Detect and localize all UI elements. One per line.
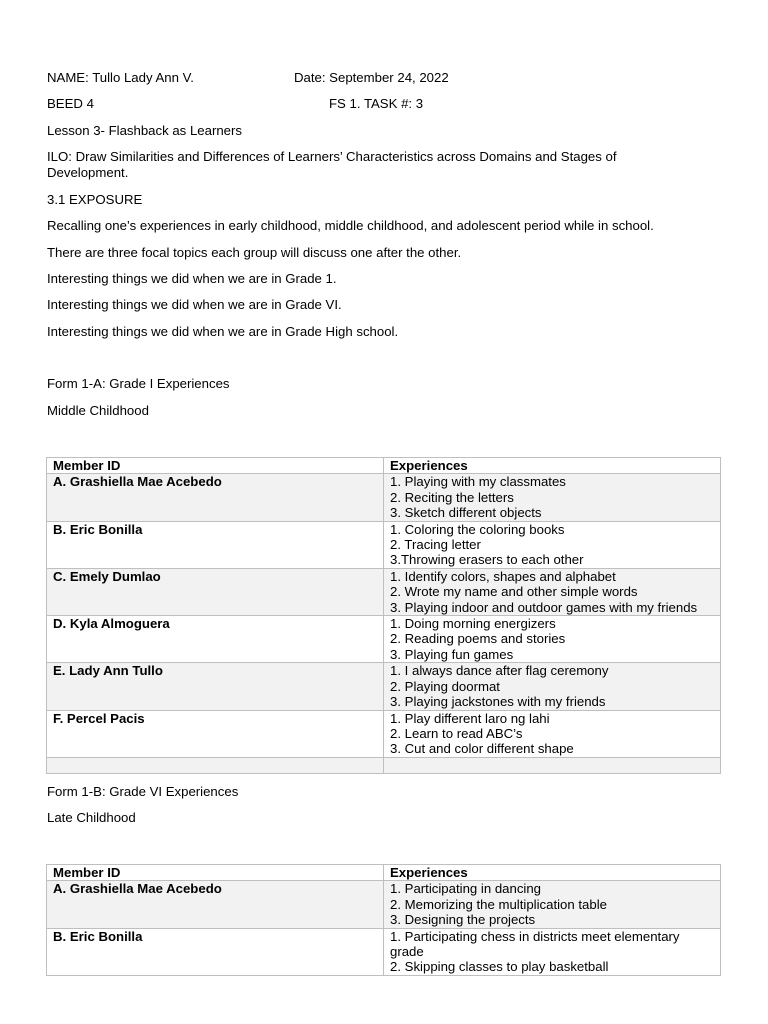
- table-row: [47, 710, 721, 757]
- experience-item: 2. Tracing letter: [390, 537, 481, 553]
- form-b-table: [46, 864, 721, 976]
- experiences-cell: [384, 928, 721, 975]
- member-cell: A. Grashiella Mae Acebedo: [47, 881, 384, 928]
- experience-item: 2. Learn to read ABC’s: [390, 725, 523, 741]
- experiences-header: Experiences: [384, 458, 721, 474]
- experience-item: 3. Playing indoor and outdoor games with my friends: [390, 599, 698, 615]
- table-row: [47, 474, 721, 521]
- section-heading: 3.1 EXPOSURE: [47, 192, 143, 207]
- member-cell: B. Eric Bonilla: [47, 521, 384, 568]
- experience-item: 2. Reciting the letters: [390, 489, 514, 505]
- experience-item: 1. Participating in dancing: [390, 881, 542, 897]
- experience-item: 1. I always dance after flag ceremony: [390, 663, 609, 679]
- experience-item: 2. Reading poems and stories: [390, 631, 566, 647]
- table-row: [47, 568, 721, 615]
- date: Date: September 24, 2022: [294, 70, 449, 85]
- form-b-subtitle: Late Childhood: [47, 810, 136, 825]
- form-a-subtitle: Middle Childhood: [47, 403, 149, 418]
- member-cell: B. Eric Bonilla: [47, 928, 384, 975]
- member-cell: C. Emely Dumlao: [47, 568, 384, 615]
- experience-item: 1. Playing with my classmates: [390, 474, 566, 490]
- paragraph: There are three focal topics each group will discuss one after the other.: [47, 245, 462, 260]
- experiences-cell: [384, 521, 721, 568]
- experience-item: 3. Cut and color different shape: [390, 741, 574, 757]
- form-a-table: [46, 457, 721, 774]
- experience-item: 1. Doing morning energizers: [390, 616, 556, 632]
- member-cell: F. Percel Pacis: [47, 710, 384, 757]
- student-name: NAME: Tullo Lady Ann V.: [47, 70, 194, 85]
- table-row: [47, 881, 721, 928]
- table-row: [47, 663, 721, 710]
- experience-item: 3. Playing fun games: [390, 646, 514, 662]
- course: BEED 4: [47, 96, 94, 111]
- experience-item: 1. Play different laro ng lahi: [390, 710, 550, 726]
- experiences-header: Experiences: [384, 865, 721, 881]
- member-id-header: Member ID: [47, 458, 384, 474]
- experience-item: 1. Coloring the coloring books: [390, 521, 565, 537]
- experiences-cell: [384, 474, 721, 521]
- experiences-cell: [384, 663, 721, 710]
- empty-cell: [47, 757, 384, 773]
- experience-item: 3. Designing the projects: [390, 912, 536, 928]
- experiences-cell: [384, 616, 721, 663]
- experience-item: 2. Playing doormat: [390, 678, 500, 694]
- experiences-cell: [384, 710, 721, 757]
- member-cell: D. Kyla Almoguera: [47, 616, 384, 663]
- table-row-empty: [47, 757, 721, 773]
- experience-item: 2. Memorizing the multiplication table: [390, 896, 607, 912]
- paragraph: Interesting things we did when we are in Grade 1.: [47, 271, 337, 286]
- paragraph: Interesting things we did when we are in Grade VI.: [47, 297, 342, 312]
- form-b-title: Form 1-B: Grade VI Experiences: [47, 784, 239, 799]
- member-cell: A. Grashiella Mae Acebedo: [47, 474, 384, 521]
- experience-item: 1. Identify colors, shapes and alphabet: [390, 568, 616, 584]
- experience-item: 2. Skipping classes to play basketball: [390, 959, 609, 975]
- member-cell: E. Lady Ann Tullo: [47, 663, 384, 710]
- empty-cell: [384, 757, 721, 773]
- lesson-title: Lesson 3- Flashback as Learners: [47, 123, 242, 138]
- experience-item: 3. Playing jackstones with my friends: [390, 694, 606, 710]
- member-id-header: Member ID: [47, 865, 384, 881]
- ilo-text: ILO: Draw Similarities and Differences of Learners’ Characteristics across Domains and Stages of Development.: [47, 149, 617, 180]
- form-a-title: Form 1-A: Grade I Experiences: [47, 376, 230, 391]
- experience-item: 3. Sketch different objects: [390, 505, 542, 521]
- task-number: FS 1. TASK #: 3: [329, 96, 424, 111]
- experience-item: 3.Throwing erasers to each other: [390, 552, 584, 568]
- paragraph: Recalling one’s experiences in early childhood, middle childhood, and adolescent period while in school.: [47, 218, 654, 233]
- table-row: [47, 928, 721, 975]
- table-row: [47, 521, 721, 568]
- experience-item: 1. Participating chess in districts meet elementary grade: [390, 928, 680, 960]
- table-header-row: [47, 865, 721, 881]
- experiences-cell: [384, 881, 721, 928]
- table-row: [47, 616, 721, 663]
- experiences-cell: [384, 568, 721, 615]
- table-header-row: [47, 458, 721, 474]
- paragraph: Interesting things we did when we are in Grade High school.: [47, 324, 399, 339]
- experience-item: 2. Wrote my name and other simple words: [390, 584, 638, 600]
